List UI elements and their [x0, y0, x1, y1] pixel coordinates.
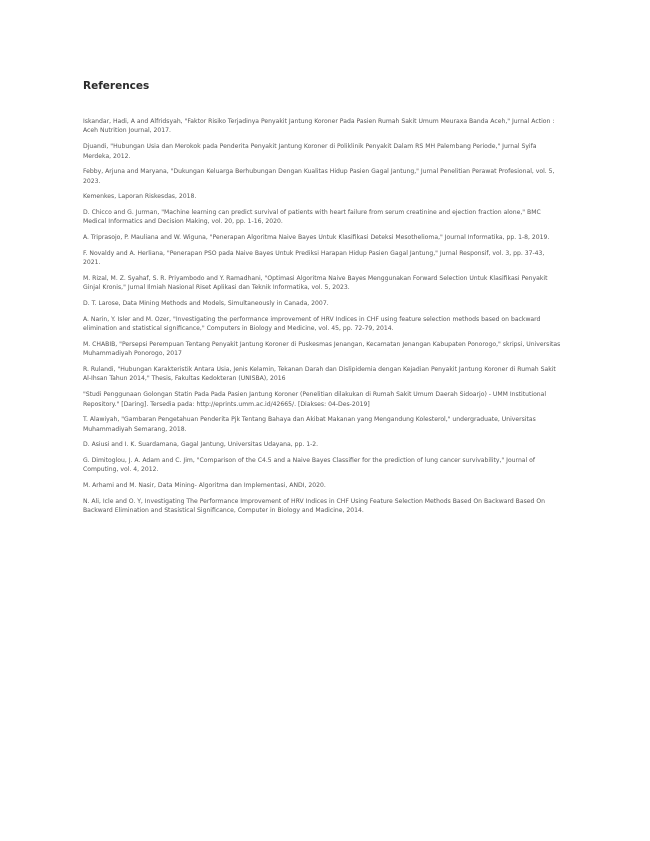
reference-item: "Studi Penggunaan Golongan Statin Pada Pada Pasien Jantung Koroner (Penelitian dilakukan di Rumah Sakit Umum Daerah Sidoarjo) - UMM Institutional Repository." [Daring]. Tersedia pada: http://eprints.umm.ac.id/42665/. [Diakses: 04-Des-2019] — [83, 391, 547, 408]
reference-item: Iskandar, Hadi, A and Alfridsyah, "Faktor Risiko Terjadinya Penyakit Jantung Koroner Pada Pasien Rumah Sakit Umum Meuraxa Banda Aceh," Jurnal Action : Aceh Nutrition Journal, 2017. — [83, 118, 555, 135]
reference-item: N. Ali, Icle and O. Y, Investigating The Performance Improvement of HRV Indices in CHF Using Feature Selection Methods Based On Backward Based On Backward Elimination and Stasistical Significance, Computer in Biology and Madicine, 2014. — [83, 497, 545, 515]
reference-item: M. CHABIB, "Persepsi Perempuan Tentang Penyakit Jantung Koroner di Puskesmas Jenangan, Kecamatan Jenangan Kabupaten Ponorogo," skripsi, Universitas Muhammadiyah Ponorogo, 2017 — [83, 340, 561, 358]
reference-item: D. Asiusi and I. K. Suardamana, Gagal Jantung, Universitas Udayana, pp. 1-2. — [83, 441, 319, 449]
reference-item: M. Arhami and M. Nasir, Data Mining- Algoritma dan Implementasi, ANDI, 2020. — [83, 482, 326, 490]
reference-item: F. Novaldy and A. Herliana, "Penerapan PSO pada Naive Bayes Untuk Prediksi Harapan Hidup Pasien Gagal Jantung," Jurnal Responsif, vol. 3, pp. 37-43, 2021. — [83, 249, 545, 267]
reference-item: D. Chicco and G. Jurman, "Machine learning can predict survival of patients with heart failure from serum creatinine and ejection fraction alone," BMC Medical Informatics and Decision Making, vol. 20, pp. 1-16, 2020. — [83, 209, 541, 226]
reference-item: A. Narin, Y. Isler and M. Ozer, "Investigating the performance improvement of HRV Indices in CHF using feature selection methods based on backward elimination and statistical significance," Computers in Biology and Medicine, vol. 45, pp. 72-79, 2014. — [83, 315, 541, 333]
reference-item: A. Triprasojo, P. Mauliana and W. Wiguna, "Penerapan Algoritma Naive Bayes Untuk Klasifikasi Deteksi Mesothelioma," Journal Informatika, pp. 1-8, 2019. — [83, 234, 550, 242]
reference-item: Djuandi, "Hubungan Usia dan Merokok pada Penderita Penyakit Jantung Koroner di Poliklinik Penyakit Dalam RS MH Palembang Periode," Jurnal Syifa Merdeka, 2012. — [83, 143, 537, 160]
reference-item: G. Dimitoglou, J. A. Adam and C. Jim, "Comparison of the C4.5 and a Naive Bayes Classifier for the prediction of lung cancer survivability," Journal of Computing, vol. 4, 2012. — [83, 457, 536, 474]
reference-item: Kemenkes, Laporan Riskesdas, 2018. — [83, 193, 197, 201]
reference-item: D. T. Larose, Data Mining Methods and Models, Simultaneously in Canada, 2007. — [83, 300, 329, 308]
reference-item: Febby, Arjuna and Maryana, "Dukungan Keluarga Berhubungan Dengan Kualitas Hidup Pasien Gagal Jantung," Jurnal Penelitian Perawat Profesional, vol. 5, 2023. — [83, 168, 555, 185]
reference-item: T. Alawiyah, "Gambaran Pengetahuan Penderita Pjk Tentang Bahaya dan Akibat Makanan yang Mengandung Kolesterol," undergraduate, Universitas Muhammadiyah Semarang, 2018. — [83, 416, 536, 433]
reference-item: M. Rizal, M. Z. Syahaf, S. R. Priyambodo and Y. Ramadhani, "Optimasi Algoritma Naive Bayes Menggunakan Forward Selection Untuk Klasifikasi Penyakit Ginjal Kronis," Jurnal Ilmiah Nasional Riset Aplikasi dan Teknik Informatika, vol. 5, 2023. — [83, 274, 548, 292]
reference-item: R. Rulandi, "Hubungan Karakteristik Antara Usia, Jenis Kelamin, Tekanan Darah dan Dislipidemia dengan Kejadian Penyakit Jantung Koroner di Rumah Sakit Al-Ihsan Tahun 2014," Thesis, Fakultas Kedokteran (UNISBA), 2016 — [83, 365, 556, 383]
references-heading: References — [83, 80, 150, 92]
reference-list — [83, 117, 563, 522]
